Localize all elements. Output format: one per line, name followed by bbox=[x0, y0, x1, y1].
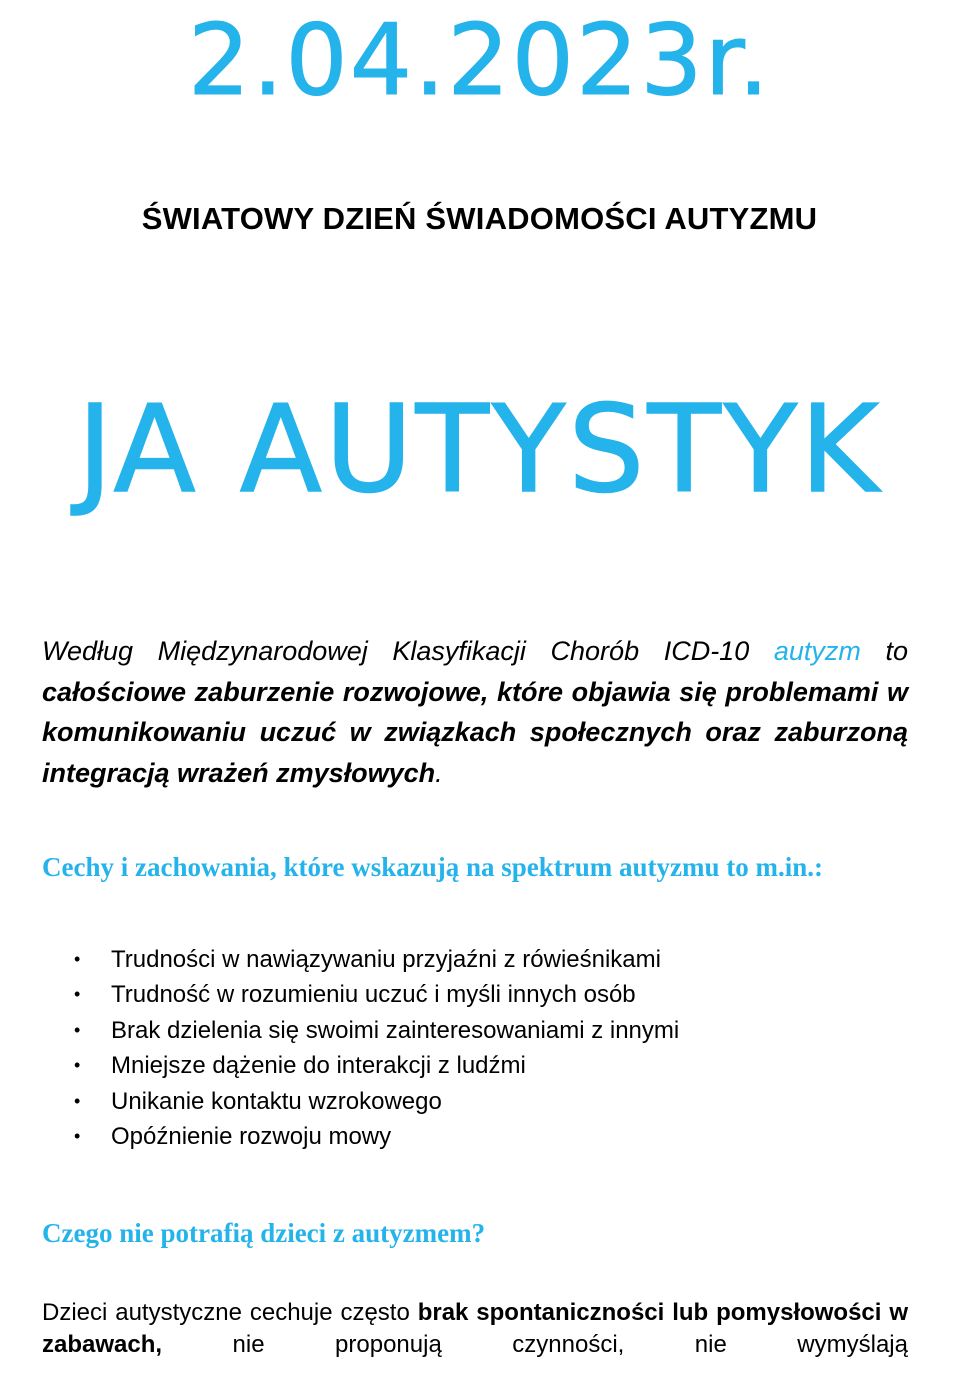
list-item-text: Unikanie kontaktu wzrokowego bbox=[111, 1087, 442, 1115]
bullet-icon: • bbox=[74, 984, 81, 1005]
list-item-text: Opóźnienie rozwoju mowy bbox=[111, 1123, 392, 1151]
list-item bbox=[0, 977, 959, 1012]
bullet-icon: • bbox=[74, 1126, 81, 1147]
bullet-icon: • bbox=[74, 1019, 81, 1040]
intro-text-start: Według Międzynarodowej Klasyfikacji Chorób ICD-10 bbox=[42, 636, 774, 666]
closing-text-end: nie proponują czynności, nie wymyślają bbox=[162, 1331, 908, 1358]
list-item bbox=[0, 1013, 959, 1048]
list-item bbox=[0, 1084, 959, 1119]
cannot-heading: Czego nie potrafią dzieci z autyzmem? bbox=[42, 1218, 486, 1248]
intro-accent-word: autyzm bbox=[773, 636, 861, 666]
list-item-text: Brak dzielenia się swoimi zainteresowaniami z innymi bbox=[111, 1016, 680, 1044]
list-item-text: Trudność w rozumieniu uczuć i myśli innych osób bbox=[111, 981, 636, 1009]
closing-text-start: Dzieci autystyczne cechuje często bbox=[42, 1299, 418, 1326]
features-heading: Cechy i zachowania, które wskazują na spektrum autyzmu to m.in.: bbox=[42, 852, 823, 882]
event-title: ŚWIATOWY DZIEŃ ŚWIADOMOŚCI AUTYZMU bbox=[141, 201, 818, 236]
list-item-text: Trudności w nawiązywaniu przyjaźni z rówieśnikami bbox=[111, 946, 661, 973]
bullet-icon: • bbox=[74, 1055, 81, 1076]
big-title: JA AUTYSTYK bbox=[77, 381, 882, 520]
list-item-text: Mniejsze dążenie do interakcji z ludźmi bbox=[111, 1052, 526, 1080]
features-list bbox=[0, 942, 959, 1154]
date-heading: 2.04.2023r. bbox=[187, 4, 772, 118]
intro-bold-definition: całościowe zaburzenie rozwojowe, które objawia się problemami w komunikowaniu uczuć w związkach społecznych oraz zaburzoną integracją wrażeń zmysłowych bbox=[42, 676, 908, 788]
closing-bold-text: brak spontaniczności lub pomysłowości w zabawach, bbox=[42, 1299, 908, 1358]
list-item bbox=[0, 1048, 959, 1083]
intro-paragraph bbox=[42, 631, 908, 793]
bullet-icon: • bbox=[74, 949, 81, 969]
intro-text-end: . bbox=[435, 757, 443, 788]
intro-text-mid: to bbox=[860, 636, 908, 666]
bullet-icon: • bbox=[74, 1090, 81, 1111]
closing-paragraph bbox=[42, 1297, 908, 1361]
list-item bbox=[0, 1119, 959, 1154]
list-item bbox=[0, 942, 959, 977]
